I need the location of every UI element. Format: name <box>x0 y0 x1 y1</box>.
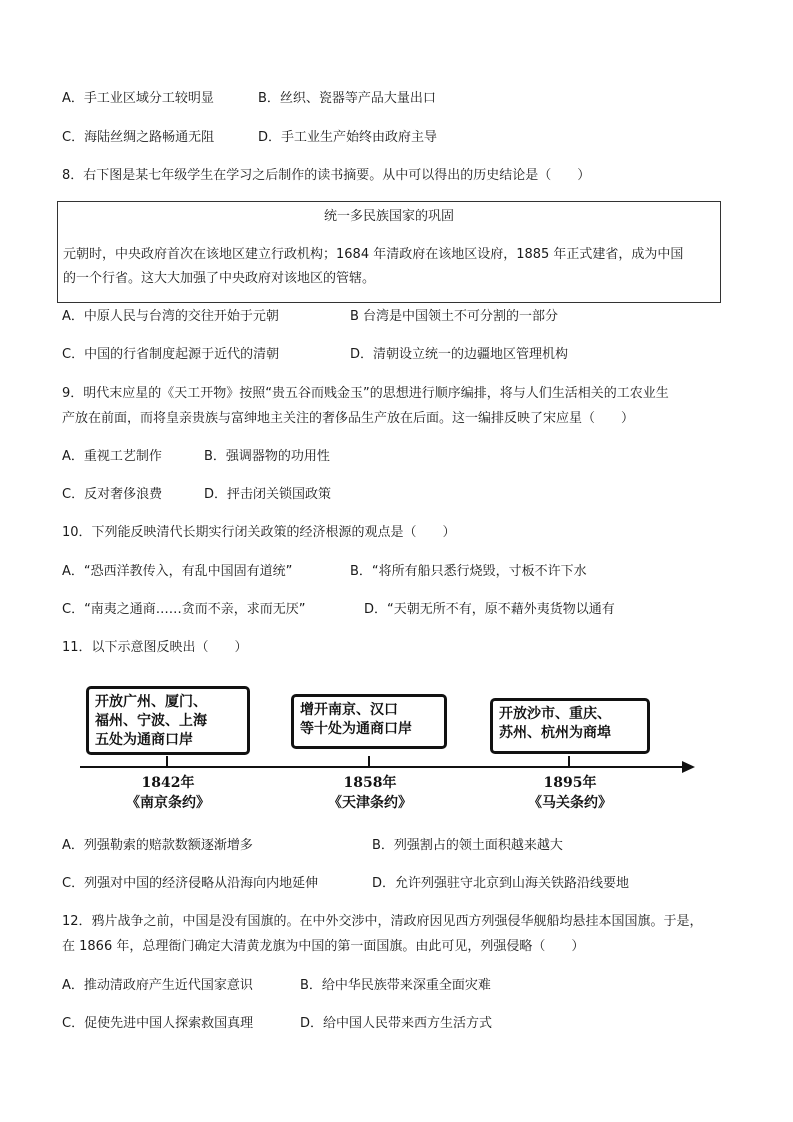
q9-option-a: A．重视工艺制作 <box>62 449 162 464</box>
q11-option-d: D．允许列强驻守北京到山海关铁路沿线要地 <box>372 876 630 891</box>
q12-option-b: B．给中华民族带来深重全面灾难 <box>300 978 491 993</box>
reading-summary-title: 统一多民族国家的巩固 <box>323 209 454 224</box>
timeline-box-1842 <box>86 686 250 755</box>
timeline-treaty-tianjin: 《天津条约》 <box>328 795 412 811</box>
q11-option-a: A．列强勒索的赔款数额逐渐增多 <box>62 838 253 853</box>
q12-option-c: C．促使先进中国人探索救国真理 <box>62 1016 254 1031</box>
q11-option-c: C．列强对中国的经济侵略从沿海向内地延伸 <box>62 876 319 891</box>
q7-option-b: B．丝织、瓷器等产品大量出口 <box>258 91 436 106</box>
q8-stem: 8．右下图是某七年级学生在学习之后制作的读书摘要。从中可以得出的历史结论是（ ） <box>62 168 591 183</box>
timeline-axis <box>80 766 686 768</box>
treaty-timeline-diagram <box>80 676 700 816</box>
q12-option-d: D．给中国人民带来西方生活方式 <box>300 1016 493 1031</box>
timeline-box-1858-line-2: 等十处为通商口岸 <box>300 721 412 737</box>
q10-option-d: D．“天朝无所不有，原不藉外夷货物以通有 <box>364 602 615 617</box>
reading-summary-box <box>57 201 721 303</box>
q10-stem: 10．下列能反映清代长期实行闭关政策的经济根源的观点是（ ） <box>62 525 456 540</box>
timeline-box-1858-line-1: 增开南京、汉口 <box>300 702 398 718</box>
timeline-year-1895: 1895年 <box>543 775 597 791</box>
q11-option-b: B．列强割占的领土面积越来越大 <box>372 838 563 853</box>
q9-option-b: B．强调器物的功用性 <box>204 449 330 464</box>
q8-option-a: A．中原人民与台湾的交往开始于元朝 <box>62 309 279 324</box>
q7-option-c: C．海陆丝绸之路畅通无阻 <box>62 130 215 145</box>
timeline-box-1895-line-1: 开放沙市、重庆、 <box>499 706 611 722</box>
q9-stem-line-2: 产放在前面，而将皇亲贵族与富绅地主关注的奢侈品生产放在后面。这一编排反映了宋应星（ ） <box>62 411 635 426</box>
q8-option-b: B 台湾是中国领土不可分割的一部分 <box>350 309 559 324</box>
timeline-treaty-nanjing: 《南京条约》 <box>126 795 210 811</box>
q12-stem-line-1: 12．鸦片战争之前，中国是没有国旗的。在中外交涉中，清政府因见西方列强侵华舰船均悬挂本国国旗。于是， <box>62 914 703 929</box>
timeline-arrow-icon <box>682 761 695 773</box>
q9-option-d: D．抨击闭关锁国政策 <box>204 487 332 502</box>
q10-option-a: A．“恐西洋教传入，有乱中国固有道统” <box>62 564 293 579</box>
q8-option-c: C．中国的行省制度起源于近代的清朝 <box>62 347 280 362</box>
timeline-box-1858 <box>291 694 447 749</box>
timeline-box-1842-line-1: 开放广州、厦门、 <box>95 694 207 710</box>
timeline-treaty-maguan: 《马关条约》 <box>528 795 612 811</box>
q9-stem-line-1: 9．明代末应星的《天工开物》按照“贵五谷而贱金玉”的思想进行顺序编排，将与人们生活相关的工农业生 <box>62 386 669 401</box>
timeline-box-1842-line-3: 五处为通商口岸 <box>95 732 193 748</box>
timeline-year-1858: 1858年 <box>343 775 397 791</box>
q8-option-d: D．清朝设立统一的边疆地区管理机构 <box>350 347 569 362</box>
q12-stem-line-2: 在 1866 年，总理衙门确定大清黄龙旗为中国的第一面国旗。由此可见，列强侵略（ ） <box>62 939 585 954</box>
timeline-box-1895 <box>490 698 650 754</box>
q10-option-c: C．“南夷之通商……贪而不亲，求而无厌” <box>62 602 306 617</box>
reading-summary-line-1: 元朝时，中央政府首次在该地区建立行政机构；1684 年清政府在该地区设府，1885 年正式建省，成为中国 <box>63 247 684 262</box>
timeline-box-1895-line-2: 苏州、杭州为商埠 <box>499 725 611 741</box>
q9-option-c: C．反对奢侈浪费 <box>62 487 163 502</box>
q10-option-b: B．“将所有船只悉行烧毁，寸板不许下水 <box>350 564 587 579</box>
q7-option-a: A．手工业区域分工较明显 <box>62 91 214 106</box>
reading-summary-line-2: 的一个行省。这大大加强了中央政府对该地区的管辖。 <box>63 271 376 286</box>
q11-stem: 11．以下示意图反映出（ ） <box>62 640 248 655</box>
q7-option-d: D．手工业生产始终由政府主导 <box>258 130 438 145</box>
q12-option-a: A．推动清政府产生近代国家意识 <box>62 978 253 993</box>
timeline-box-1842-line-2: 福州、宁波、上海 <box>95 713 207 729</box>
timeline-year-1842: 1842年 <box>141 775 195 791</box>
